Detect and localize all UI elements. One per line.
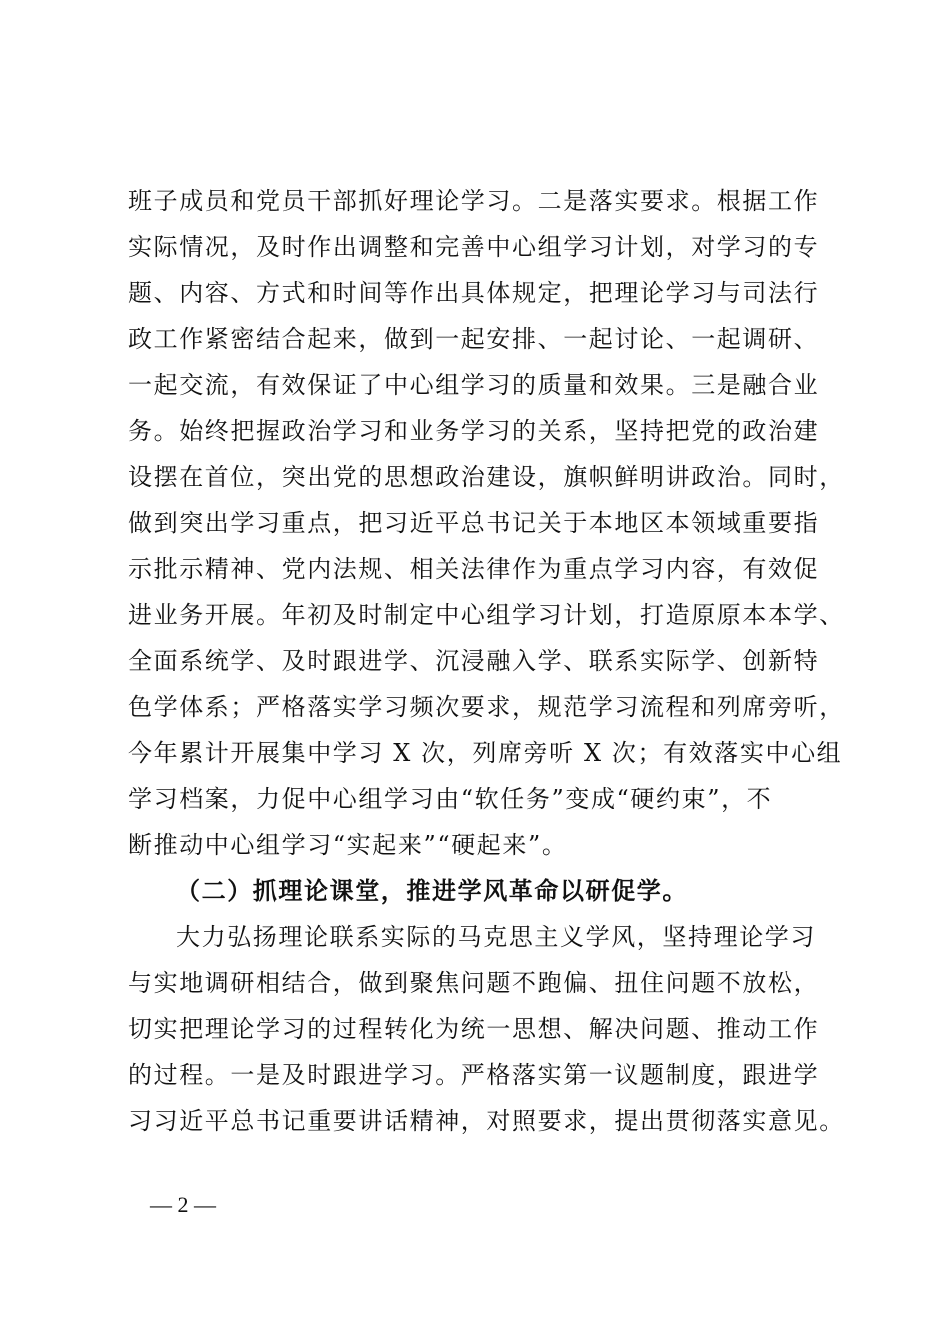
body-text-line: 务。始终把握政治学习和业务学习的关系，坚持把党的政治建 xyxy=(128,417,820,445)
body-text-line: 示批示精神、党内法规、相关法律作为重点学习内容，有效促 xyxy=(128,555,820,583)
body-text-line: 的过程。一是及时跟进学习。严格落实第一议题制度，跟进学 xyxy=(128,1061,820,1089)
body-text-line: 断推动中心组学习“实起来”“硬起来”。 xyxy=(128,831,568,859)
body-text-line: 政工作紧密结合起来，做到一起安排、一起讨论、一起调研、 xyxy=(128,325,820,353)
body-text-line: 大力弘扬理论联系实际的马克思主义学风，坚持理论学习 xyxy=(176,923,816,951)
body-text-line: 设摆在首位，突出党的思想政治建设，旗帜鲜明讲政治。同时， xyxy=(128,463,845,491)
body-text-line: 学习档案，力促中心组学习由“软任务”变成“硬约束”，不 xyxy=(128,785,773,813)
body-text-line: 一起交流，有效保证了中心组学习的质量和效果。三是融合业 xyxy=(128,371,820,399)
body-text-line: 全面系统学、及时跟进学、沉浸融入学、联系实际学、创新特 xyxy=(128,647,820,675)
body-text-line: 习习近平总书记重要讲话精神，对照要求，提出贯彻落实意见。 xyxy=(128,1107,845,1135)
body-text-line: 题、内容、方式和时间等作出具体规定，把理论学习与司法行 xyxy=(128,279,820,307)
body-text-line: 实际情况，及时作出调整和完善中心组学习计划，对学习的专 xyxy=(128,233,820,261)
section-heading: （二）抓理论课堂，推进学风革命以研促学。 xyxy=(176,876,688,905)
body-text-line: 班子成员和党员干部抓好理论学习。二是落实要求。根据工作 xyxy=(128,187,820,215)
body-text-line: 色学体系；严格落实学习频次要求，规范学习流程和列席旁听， xyxy=(128,693,845,721)
body-text-line: 切实把理论学习的过程转化为统一思想、解决问题、推动工作 xyxy=(128,1015,820,1043)
body-text-line: 做到突出学习重点，把习近平总书记关于本地区本领域重要指 xyxy=(128,509,820,537)
body-text-line: 进业务开展。年初及时制定中心组学习计划，打造原原本本学、 xyxy=(128,601,845,629)
body-text-line: 今年累计开展集中学习 X 次，列席旁听 X 次；有效落实中心组 xyxy=(128,739,843,767)
body-text-line: 与实地调研相结合，做到聚焦问题不跑偏、扭住问题不放松， xyxy=(128,969,820,997)
page-number: — 2 — xyxy=(150,1192,216,1217)
